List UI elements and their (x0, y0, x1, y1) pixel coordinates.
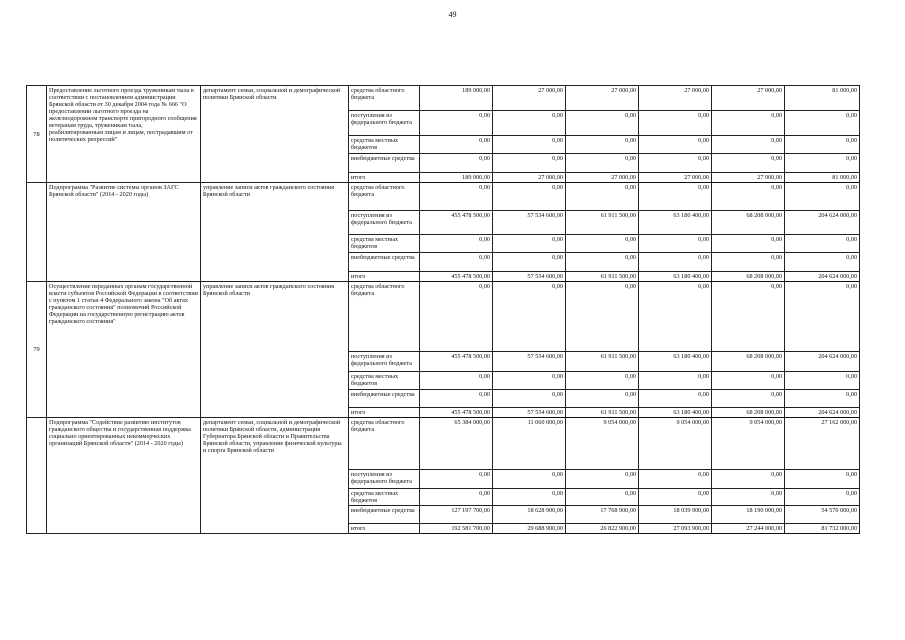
amount-cell: 0,00 (420, 372, 493, 390)
funding-source-label: средства областного бюджета (349, 282, 420, 352)
amount-cell: 0,00 (712, 253, 785, 272)
amount-cell: 0,00 (639, 253, 712, 272)
amount-cell: 27 000,00 (566, 173, 639, 183)
amount-cell: 189 000,00 (420, 173, 493, 183)
amount-cell: 9 054 000,00 (712, 418, 785, 470)
funding-source-label: итого (349, 173, 420, 183)
amount-cell: 0,00 (493, 282, 566, 352)
amount-cell: 0,00 (493, 390, 566, 408)
amount-cell: 204 624 000,00 (785, 211, 860, 235)
amount-cell: 81 000,00 (785, 173, 860, 183)
amount-cell: 61 911 500,00 (566, 408, 639, 418)
amount-cell: 0,00 (420, 470, 493, 489)
amount-cell: 63 180 400,00 (639, 352, 712, 372)
amount-cell: 68 208 000,00 (712, 352, 785, 372)
funding-source-label: средства местных бюджетов (349, 136, 420, 154)
amount-cell: 18 190 000,00 (712, 506, 785, 524)
amount-cell: 0,00 (712, 470, 785, 489)
funding-source-label: внебюджетные средства (349, 253, 420, 272)
amount-cell: 0,00 (566, 136, 639, 154)
amount-cell: 0,00 (566, 489, 639, 506)
amount-cell: 0,00 (639, 489, 712, 506)
amount-cell: 0,00 (712, 183, 785, 211)
amount-cell: 27 244 000,00 (712, 524, 785, 534)
table-row (27, 183, 860, 211)
amount-cell: 0,00 (639, 470, 712, 489)
amount-cell: 61 911 500,00 (566, 211, 639, 235)
amount-cell: 0,00 (493, 372, 566, 390)
page-number: 49 (448, 10, 457, 19)
amount-cell: 0,00 (712, 390, 785, 408)
amount-cell: 455 478 500,00 (420, 352, 493, 372)
amount-cell: 0,00 (639, 154, 712, 173)
amount-cell: 81 732 000,00 (785, 524, 860, 534)
amount-cell: 204 624 000,00 (785, 408, 860, 418)
amount-cell: 0,00 (785, 235, 860, 253)
funding-source-label: средства областного бюджета (349, 183, 420, 211)
funding-source-label: поступления из федерального бюджета (349, 211, 420, 235)
funding-source-label: средства местных бюджетов (349, 489, 420, 506)
amount-cell: 0,00 (566, 111, 639, 136)
amount-cell: 0,00 (420, 154, 493, 173)
amount-cell: 27 093 900,00 (639, 524, 712, 534)
amount-cell: 27 000,00 (712, 173, 785, 183)
row-index: 79 (27, 282, 47, 418)
amount-cell: 54 570 000,00 (785, 506, 860, 524)
amount-cell: 0,00 (566, 183, 639, 211)
amount-cell: 27 000,00 (493, 86, 566, 111)
amount-cell: 0,00 (785, 372, 860, 390)
amount-cell: 27 000,00 (566, 86, 639, 111)
amount-cell: 0,00 (493, 136, 566, 154)
executor: департамент семьи, социальной и демографической политики Брянской области, администрация Губернатора Брянской области и Правительства Брянской области, управление физической культуры и спорта Брянской области (201, 418, 349, 534)
amount-cell: 0,00 (712, 235, 785, 253)
budget-table (26, 85, 860, 534)
amount-cell: 18 039 900,00 (639, 506, 712, 524)
amount-cell: 0,00 (566, 470, 639, 489)
amount-cell: 0,00 (420, 111, 493, 136)
amount-cell: 18 628 900,00 (493, 506, 566, 524)
amount-cell: 68 208 000,00 (712, 272, 785, 282)
amount-cell: 9 054 000,00 (639, 418, 712, 470)
amount-cell: 0,00 (639, 235, 712, 253)
table-row (27, 86, 860, 111)
row-index (27, 418, 47, 534)
amount-cell: 0,00 (566, 372, 639, 390)
funding-source-label: внебюджетные средства (349, 390, 420, 408)
amount-cell: 455 478 500,00 (420, 211, 493, 235)
amount-cell: 204 624 000,00 (785, 352, 860, 372)
amount-cell: 27 000,00 (639, 173, 712, 183)
amount-cell: 27 000,00 (712, 86, 785, 111)
executor: департамент семьи, социальной и демографической политики Брянской области (201, 86, 349, 183)
amount-cell: 0,00 (712, 282, 785, 352)
amount-cell: 63 180 400,00 (639, 211, 712, 235)
amount-cell: 0,00 (493, 111, 566, 136)
measure-name: Подпрограмма "Содействие развитию институтов гражданского общества и государственная поддержка социально ориентированных некоммерческих организаций Брянской области" (2014 - 2020 годы) (47, 418, 201, 534)
amount-cell: 61 911 500,00 (566, 272, 639, 282)
amount-cell: 0,00 (566, 390, 639, 408)
amount-cell: 26 822 900,00 (566, 524, 639, 534)
funding-source-label: итого (349, 524, 420, 534)
amount-cell: 57 534 600,00 (493, 408, 566, 418)
amount-cell: 455 478 500,00 (420, 408, 493, 418)
amount-cell: 0,00 (420, 235, 493, 253)
amount-cell: 0,00 (785, 154, 860, 173)
amount-cell: 68 208 000,00 (712, 408, 785, 418)
amount-cell: 0,00 (420, 390, 493, 408)
executor: управление записи актов гражданского состояния Брянской области (201, 282, 349, 418)
amount-cell: 0,00 (420, 282, 493, 352)
amount-cell: 455 478 500,00 (420, 272, 493, 282)
budget-table-body (27, 86, 860, 534)
amount-cell: 0,00 (566, 253, 639, 272)
amount-cell: 0,00 (639, 111, 712, 136)
amount-cell: 0,00 (785, 136, 860, 154)
amount-cell: 0,00 (420, 136, 493, 154)
amount-cell: 0,00 (712, 489, 785, 506)
amount-cell: 0,00 (785, 470, 860, 489)
amount-cell: 0,00 (420, 489, 493, 506)
amount-cell: 9 054 000,00 (566, 418, 639, 470)
amount-cell: 81 000,00 (785, 86, 860, 111)
funding-source-label: итого (349, 408, 420, 418)
measure-name: Предоставление льготного проезда труженикам тыла в соответствии с постановлением администрации Брянской области от 30 декабря 2004 года № 666 "О предоставлении льготного проезда на железнодорожном транспорте пригородного сообщения ветеранам труда, труженикам тыла, реабилитированным лицам и лицам, пострадавшим от политических репрессий" (47, 86, 201, 183)
row-index: 78 (27, 86, 47, 183)
amount-cell: 204 624 000,00 (785, 272, 860, 282)
amount-cell: 0,00 (712, 154, 785, 173)
funding-source-label: средства местных бюджетов (349, 372, 420, 390)
amount-cell: 57 534 600,00 (493, 211, 566, 235)
funding-source-label: поступления из федерального бюджета (349, 111, 420, 136)
amount-cell: 0,00 (566, 154, 639, 173)
amount-cell: 0,00 (785, 390, 860, 408)
amount-cell: 192 581 700,00 (420, 524, 493, 534)
amount-cell: 0,00 (785, 282, 860, 352)
amount-cell: 0,00 (493, 253, 566, 272)
table-row (27, 282, 860, 352)
amount-cell: 0,00 (493, 154, 566, 173)
amount-cell: 68 208 000,00 (712, 211, 785, 235)
amount-cell: 27 000,00 (639, 86, 712, 111)
amount-cell: 0,00 (712, 372, 785, 390)
amount-cell: 0,00 (785, 183, 860, 211)
amount-cell: 63 180 400,00 (639, 272, 712, 282)
measure-name: Осуществление переданных органам государственной власти субъектов Российской Федерации в соответствии с пунктом 1 статьи 4 Федерального закона "Об актах гражданского состояния" полномочий Российской Федерации на государственную регистрацию актов гражданского состояния" (47, 282, 201, 418)
amount-cell: 57 534 600,00 (493, 272, 566, 282)
funding-source-label: средства местных бюджетов (349, 235, 420, 253)
amount-cell: 0,00 (493, 183, 566, 211)
amount-cell: 0,00 (639, 282, 712, 352)
row-index (27, 183, 47, 282)
funding-source-label: внебюджетные средства (349, 506, 420, 524)
amount-cell: 0,00 (639, 136, 712, 154)
funding-source-label: поступления из федерального бюджета (349, 352, 420, 372)
funding-source-label: средства областного бюджета (349, 418, 420, 470)
amount-cell: 0,00 (639, 372, 712, 390)
table-row (27, 418, 860, 470)
amount-cell: 0,00 (785, 253, 860, 272)
measure-name: Подпрограмма "Развитие системы органов ЗАГС Брянской области" (2014 - 2020 годы) (47, 183, 201, 282)
amount-cell: 61 911 500,00 (566, 352, 639, 372)
amount-cell: 0,00 (493, 235, 566, 253)
amount-cell: 27 000,00 (493, 173, 566, 183)
funding-source-label: поступления из федерального бюджета (349, 470, 420, 489)
amount-cell: 11 060 000,00 (493, 418, 566, 470)
amount-cell: 0,00 (420, 183, 493, 211)
amount-cell: 0,00 (712, 136, 785, 154)
amount-cell: 29 688 900,00 (493, 524, 566, 534)
amount-cell: 0,00 (785, 489, 860, 506)
amount-cell: 0,00 (566, 235, 639, 253)
funding-source-label: внебюджетные средства (349, 154, 420, 173)
amount-cell: 57 534 600,00 (493, 352, 566, 372)
amount-cell: 0,00 (639, 183, 712, 211)
amount-cell: 0,00 (639, 390, 712, 408)
amount-cell: 0,00 (493, 489, 566, 506)
executor: управление записи актов гражданского состояния Брянской области (201, 183, 349, 282)
amount-cell: 0,00 (493, 470, 566, 489)
amount-cell: 65 384 000,00 (420, 418, 493, 470)
amount-cell: 189 000,00 (420, 86, 493, 111)
amount-cell: 0,00 (785, 111, 860, 136)
amount-cell: 27 162 000,00 (785, 418, 860, 470)
funding-source-label: итого (349, 272, 420, 282)
amount-cell: 0,00 (420, 253, 493, 272)
amount-cell: 0,00 (712, 111, 785, 136)
amount-cell: 0,00 (566, 282, 639, 352)
amount-cell: 17 768 900,00 (566, 506, 639, 524)
funding-source-label: средства областного бюджета (349, 86, 420, 111)
amount-cell: 63 180 400,00 (639, 408, 712, 418)
amount-cell: 127 197 700,00 (420, 506, 493, 524)
